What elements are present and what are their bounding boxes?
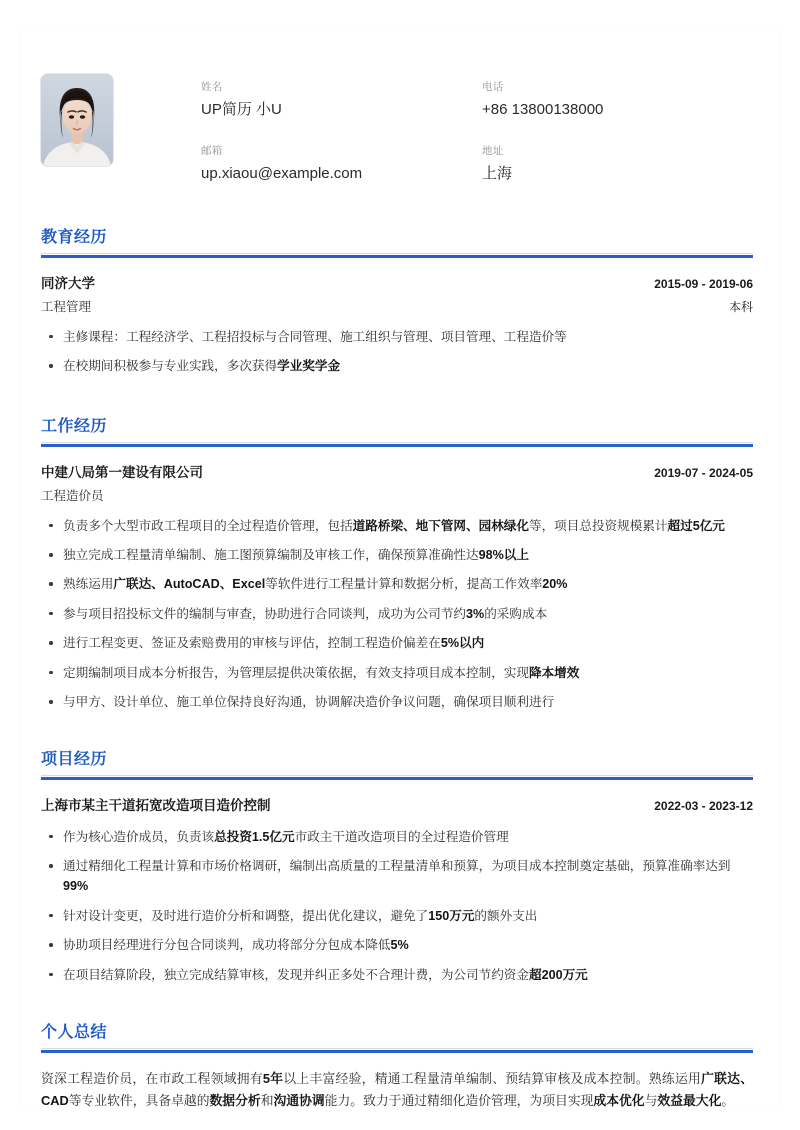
bullet-item [41, 965, 753, 985]
contact-label-name: 姓名 [201, 81, 223, 93]
contact-phone [482, 81, 753, 119]
work-entry [41, 464, 753, 713]
bullet-item [41, 906, 753, 926]
emphasis-text: 5年 [262, 1070, 284, 1086]
bullet-item [41, 516, 753, 536]
emphasis-text: 效益最大化 [657, 1092, 722, 1108]
bullet-item [41, 663, 753, 683]
emphasis-text: 5% [390, 938, 409, 953]
section-title-summary: 个人总结 [41, 1023, 108, 1041]
emphasis-text: 150万元 [428, 908, 475, 923]
plain-text: 熟练运用 [63, 577, 114, 592]
section-title-project: 项目经历 [41, 751, 108, 769]
section-divider-education [41, 253, 753, 259]
plain-text: 等专业软件，具备卓越的 [68, 1092, 210, 1108]
contact-label-address: 地址 [482, 145, 504, 158]
bullet-item [41, 604, 753, 624]
bullet-item [41, 356, 753, 376]
plain-text: 协助项目经理进行分包合同谈判，成功将部分分包成本降低 [63, 938, 391, 953]
project-entry [41, 797, 753, 985]
bullet-item [41, 827, 753, 847]
resume-header [21, 26, 779, 184]
education-school: 同济大学 [41, 275, 95, 291]
project-entry-header [41, 797, 753, 815]
contact-value-email: up.xiaou@example.com [201, 164, 363, 182]
work-entry-subheader [41, 488, 753, 505]
emphasis-text: 3% [466, 606, 485, 621]
plain-text: 的额外支出 [474, 908, 538, 923]
education-major: 工程管理 [41, 299, 92, 314]
section-work [21, 417, 779, 713]
section-education [21, 228, 779, 377]
emphasis-text: 20% [542, 577, 568, 592]
project-title: 上海市某主干道拓宽改造项目造价控制 [41, 798, 271, 814]
emphasis-text: 成本优化 [593, 1092, 645, 1108]
work-position: 工程造价员 [41, 488, 104, 503]
bullet-item [41, 327, 753, 347]
plain-text: 与 [644, 1092, 658, 1108]
plain-text: 进行工程变更、签证及索赔费用的审核与评估，控制工程造价偏差在 [63, 636, 441, 651]
plain-text: 主修课程：工程经济学、工程招投标与合同管理、施工组织与管理、项目管理、工程造价等 [63, 329, 567, 344]
contact-name [201, 81, 472, 119]
plain-text: 的采购成本 [484, 606, 548, 621]
section-title-work: 工作经历 [41, 417, 108, 435]
education-date: 2015-09 - 2019-06 [654, 276, 753, 291]
emphasis-text: 98%以上 [478, 548, 529, 563]
contact-label-email: 邮箱 [201, 145, 223, 158]
contact-label-phone: 电话 [482, 81, 504, 93]
emphasis-text: 数据分析 [209, 1092, 261, 1108]
section-summary [21, 1023, 779, 1112]
section-project [21, 750, 779, 985]
plain-text: 负责多个大型市政工程项目的全过程造价管理，包括 [63, 518, 353, 533]
contact-email [201, 145, 472, 183]
bullet-item [41, 692, 753, 712]
contact-address [482, 145, 753, 183]
plain-text: 在项目结算阶段，独立完成结算审核，发现并纠正多处不合理计费，为公司节约资金 [63, 967, 529, 982]
plain-text: 通过精细化工程量计算和市场价格调研，编制出高质量的工程量清单和预算，为项目成本控制奠定基础，预算准确率达到 [63, 859, 731, 873]
emphasis-text: 99% [63, 879, 89, 894]
bullet-item [41, 545, 753, 565]
plain-text: 和 [260, 1092, 274, 1108]
emphasis-text: 广联达、AutoCAD、Excel [113, 577, 266, 592]
bullet-item [41, 633, 753, 653]
section-divider-project [41, 775, 753, 781]
emphasis-text: 超过5亿元 [667, 518, 725, 533]
plain-text: 针对设计变更，及时进行造价分析和调整，提出优化建议，避免了 [63, 908, 429, 923]
plain-text: 能力。致力于通过精细化造价管理，为项目实现 [324, 1092, 594, 1108]
plain-text: 定期编制项目成本分析报告，为管理层提供决策依据，有效支持项目成本控制，实现 [63, 665, 529, 680]
resume-sheet [20, 25, 780, 1108]
plain-text: 。 [721, 1092, 735, 1108]
education-entry-header [41, 275, 753, 293]
plain-text: 以上丰富经验，精通工程量清单编制、预结算审核及成本控制。熟练运用 [283, 1070, 702, 1086]
plain-text: 独立完成工程量清单编制、施工图预算编制及审核工作，确保预算准确性达 [63, 548, 479, 563]
bullet-item [41, 856, 753, 897]
work-bullet-list [41, 516, 753, 713]
contact-grid [201, 74, 753, 184]
plain-text: 参与项目招投标文件的编制与审查，协助进行合同谈判，成功为公司节约 [63, 606, 466, 621]
plain-text: 在校期间积极参与专业实践，多次获得 [63, 359, 278, 374]
emphasis-text: 学业奖学金 [277, 359, 341, 374]
plain-text: 资深工程造价员，在市政工程领域拥有 [41, 1070, 263, 1086]
emphasis-text: 沟通协调 [273, 1092, 325, 1108]
plain-text: 与甲方、设计单位、施工单位保持良好沟通，协调解决造价争议问题，确保项目顺利进行 [63, 695, 555, 709]
plain-text: 市政主干道改造项目的全过程造价管理 [294, 829, 509, 844]
education-entry-subheader [41, 299, 753, 316]
project-date: 2022-03 - 2023-12 [654, 799, 753, 814]
work-entry-header [41, 464, 753, 482]
contact-value-phone: +86 13800138000 [482, 100, 604, 118]
plain-text: 等，项目总投资规模累计 [528, 518, 668, 533]
bullet-item [41, 574, 753, 594]
education-bullet-list [41, 327, 753, 377]
bullet-item [41, 935, 753, 955]
section-title-education: 教育经历 [41, 228, 108, 246]
contact-value-address: 上海 [482, 164, 513, 182]
contact-value-name: UP简历 小U [201, 100, 282, 118]
avatar [41, 74, 113, 166]
work-company: 中建八局第一建设有限公司 [41, 464, 203, 480]
emphasis-text: 5%以内 [440, 636, 485, 651]
work-date: 2019-07 - 2024-05 [654, 465, 753, 480]
section-divider-summary [41, 1048, 753, 1054]
emphasis-text: 超200万元 [528, 967, 588, 982]
emphasis-text: 广联达、CAD [41, 1070, 754, 1108]
plain-text: 等软件进行工程量计算和数据分析，提高工作效率 [265, 577, 543, 592]
plain-text: 作为核心造价成员，负责该 [63, 829, 215, 844]
summary-paragraph [41, 1068, 753, 1112]
project-bullet-list [41, 827, 753, 985]
emphasis-text: 降本增效 [528, 665, 580, 680]
education-degree: 本科 [728, 299, 753, 314]
emphasis-text: 道路桥梁、地下管网、园林绿化 [352, 518, 529, 533]
section-divider-work [41, 442, 753, 448]
emphasis-text: 总投资1.5亿元 [214, 829, 295, 844]
education-entry [41, 275, 753, 377]
